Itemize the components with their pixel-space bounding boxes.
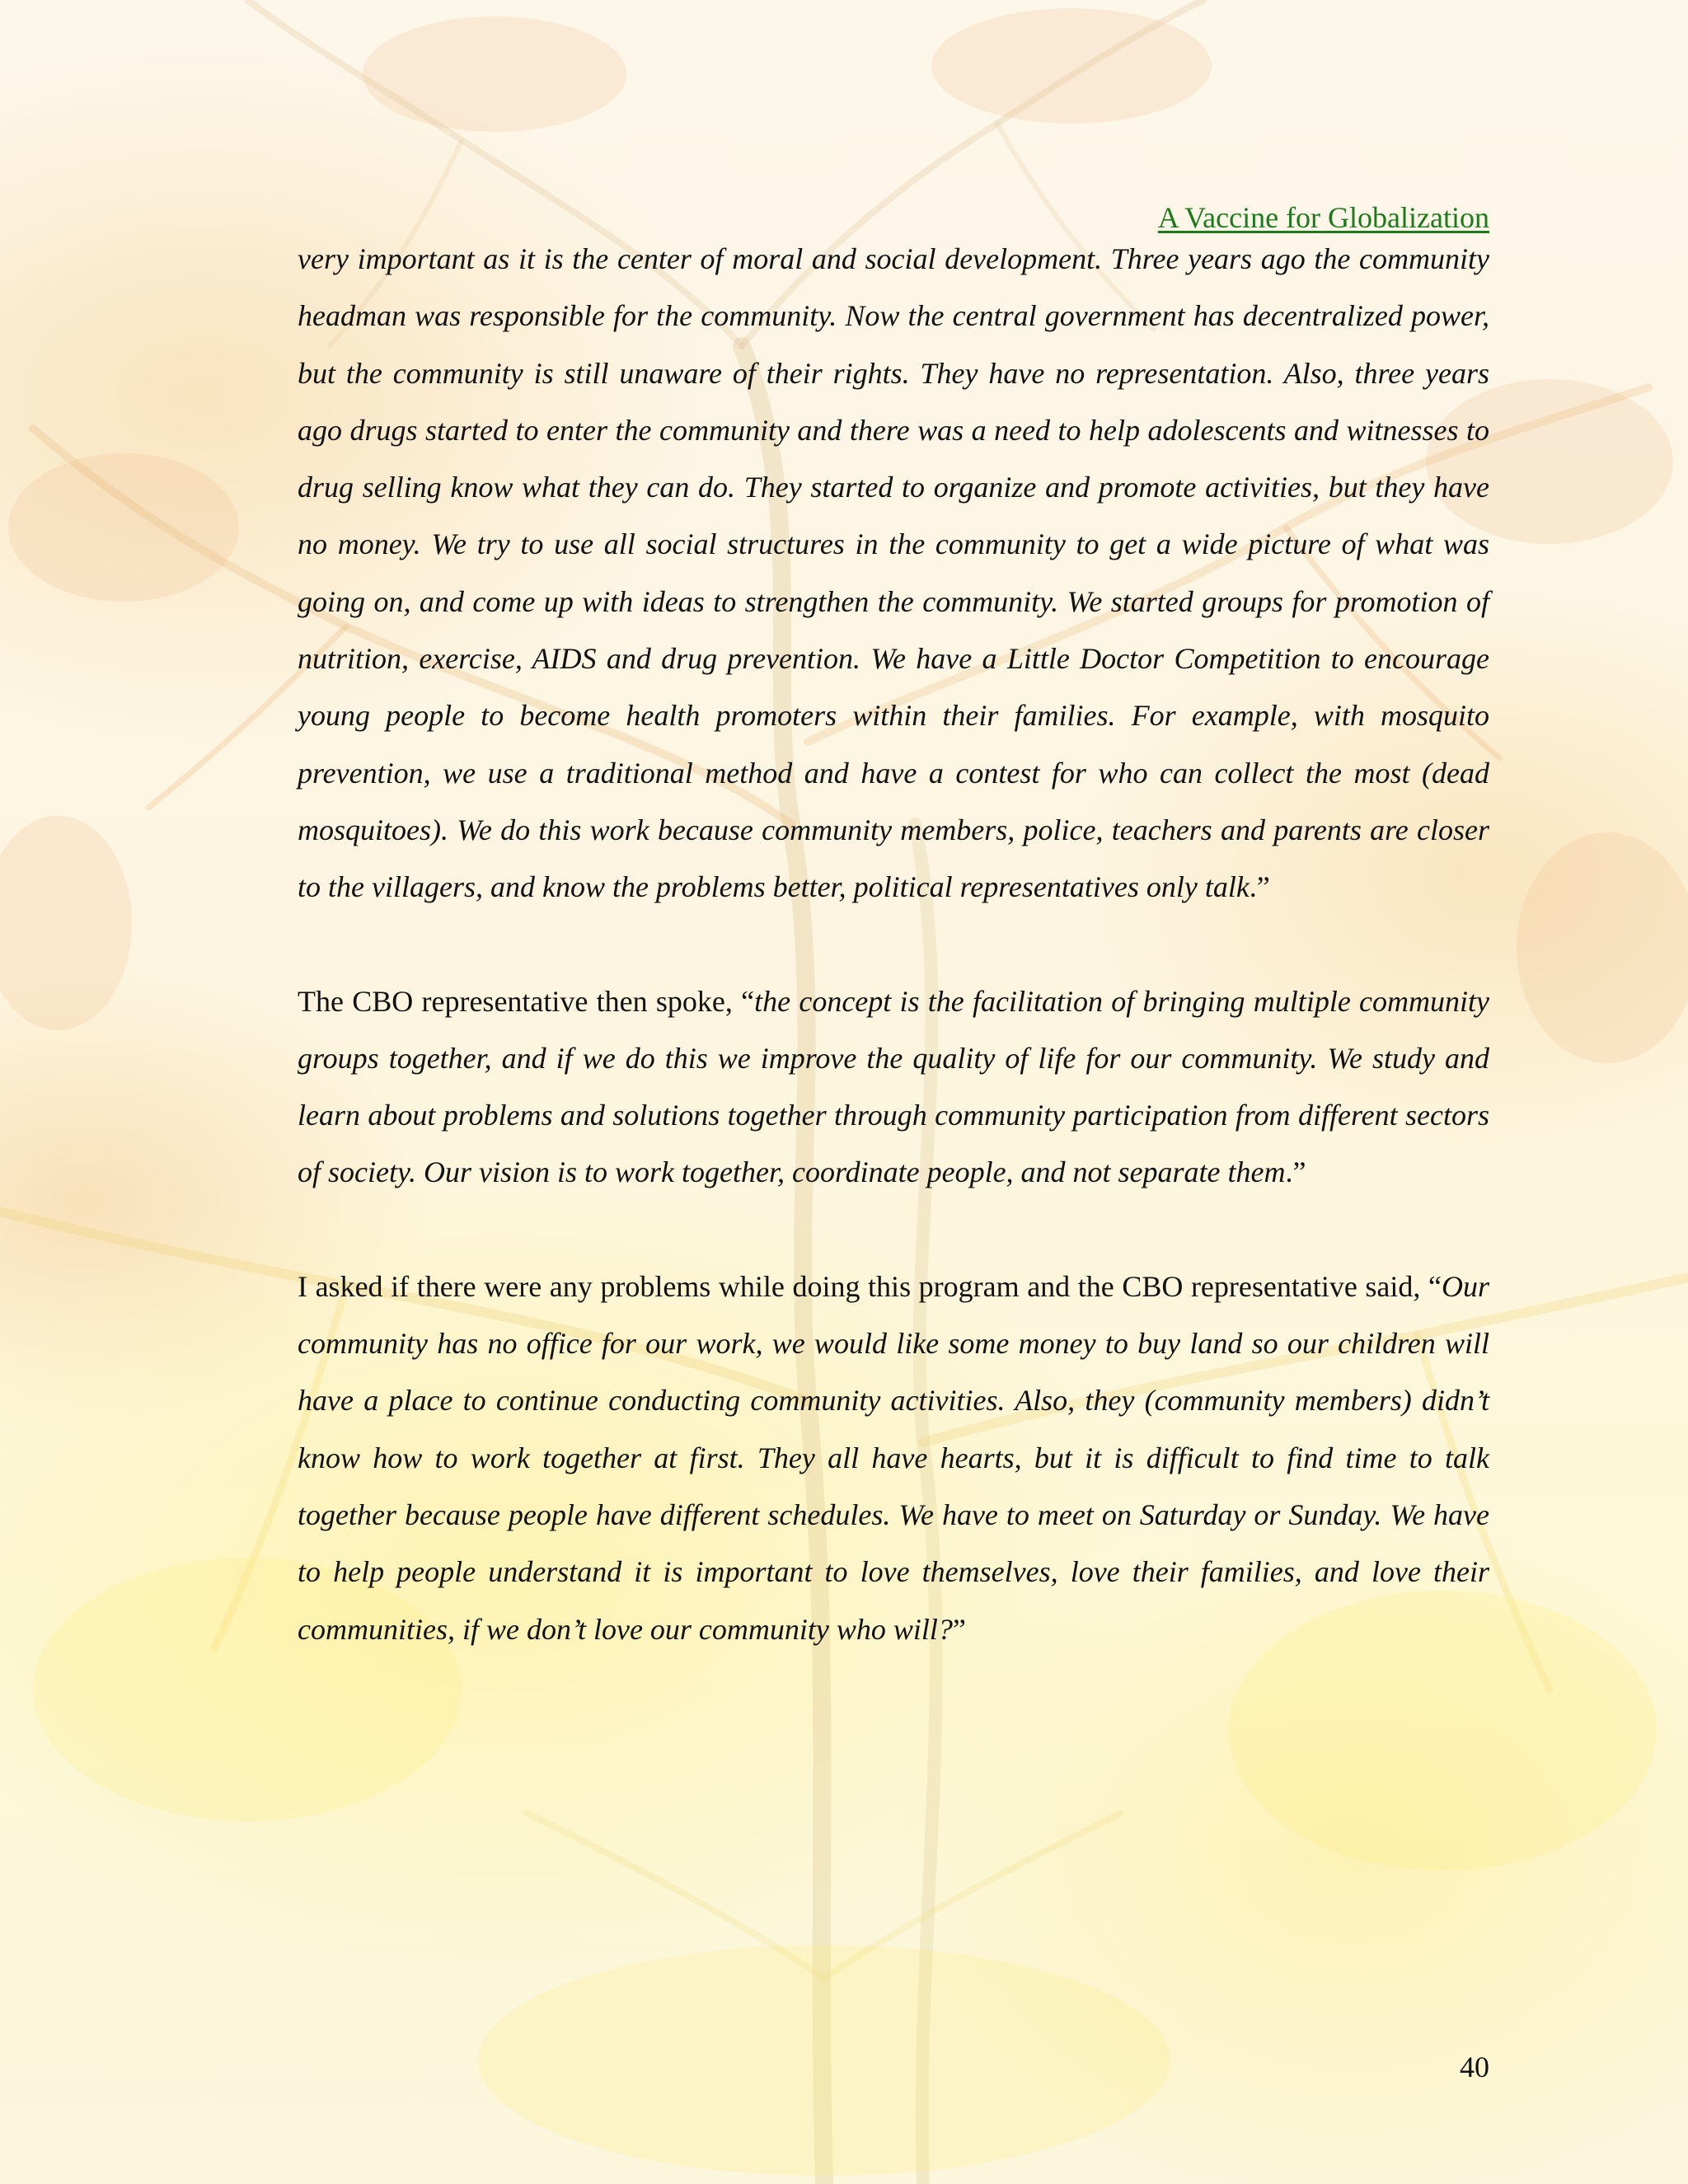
page-number: 40 — [1460, 2050, 1489, 2083]
quote-text: Our community has no office for our work, we would like some money to buy land so our children will have a place to continue conducting community activities. Also, they (community members) didn’t know how to work together at first. They all have hearts, but it is difficult to find time to talk together because people have different schedules. We have to meet on Saturday or Sunday. We have to help people understand it is important to love themselves, love their families, and love their communities, if we don’t love our community who will? — [298, 1269, 1489, 1646]
narration-text: The CBO representative then spoke, “ — [298, 984, 755, 1018]
paragraph — [298, 231, 1489, 916]
closing-quote: ” — [952, 1612, 966, 1646]
quote-text: the concept is the facilitation of bringing multiple community groups together, and if we do this we improve the quality of life for our community. We study and learn about problems and solutions together through community participation from different sectors of society. Our vision is to work together, coordinate people, and not separate them — [298, 984, 1490, 1189]
narration-text: I asked if there were any problems while doing this program and the CBO representative said, “ — [298, 1269, 1442, 1303]
closing-quote: .” — [1249, 870, 1270, 904]
paragraph — [298, 1258, 1489, 1658]
running-header: A Vaccine for Globalization — [1157, 201, 1489, 234]
closing-quote: .” — [1285, 1155, 1306, 1189]
quote-text: very important as it is the center of moral and social development. Three years ago the community headman was responsible for the community. Now the central government has decentralized power, but the community is still unaware of their rights. They have no representation. Also, three years ago drugs started to enter the community and there was a need to help adolescents and witnesses to drug selling know what they can do. They started to organize and promote activities, but they have no money. We try to use all social structures in the community to get a wide picture of what was going on, and come up with ideas to strengthen the community. We started groups for promotion of nutrition, exercise, AIDS and drug prevention. We have a Little Doctor Competition to encourage young people to become health promoters within their families. For example, with mosquito prevention, we use a traditional method and have a contest for who can collect the most (dead mosquitoes). We do this work because community members, police, teachers and parents are closer to the villagers, and know the problems better, political representatives only talk — [298, 242, 1489, 904]
paragraph — [298, 973, 1489, 1202]
body-text — [298, 231, 1489, 1658]
